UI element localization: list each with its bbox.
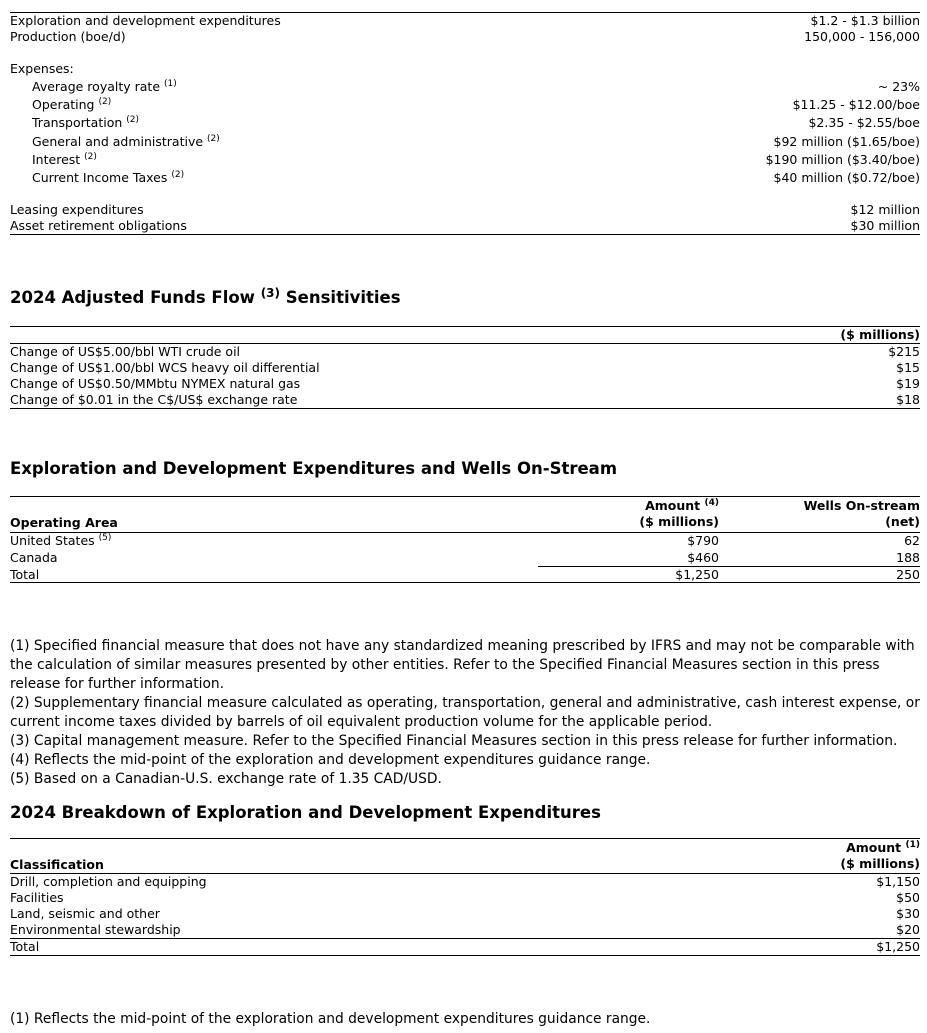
column-header-amount: Amount $^{(4)}$ ($ millions) bbox=[639, 498, 719, 529]
table-row bbox=[10, 218, 920, 234]
row-label: Asset retirement obligations bbox=[10, 218, 187, 233]
footnote-ref: (2) bbox=[171, 170, 185, 180]
table-row-total bbox=[10, 567, 920, 583]
row-label: Drill, completion and equipping bbox=[10, 874, 207, 889]
row-wells: 250 bbox=[896, 567, 920, 582]
footnote-1: (1) Specified financial measure that does not have any standardized meaning prescribed by IFRS and may not be comparable with the calculation of similar measures presented by other entities. Refer to the Specified Financial Measures section in this press release for further information. bbox=[10, 638, 915, 692]
row-value: $1,250 bbox=[876, 939, 920, 954]
row-value: $19 bbox=[896, 376, 920, 391]
section-title-breakdown: 2024 Breakdown of Exploration and Development Expenditures bbox=[10, 803, 601, 822]
footnote-4: (4) Reflects the mid-point of the exploration and development expenditures guidance range. bbox=[10, 752, 651, 768]
table-bottom-rule bbox=[10, 955, 920, 956]
row-wells: 62 bbox=[904, 533, 920, 548]
table-top-rule bbox=[10, 496, 920, 497]
expenses-heading: Expenses: bbox=[10, 61, 74, 76]
section-title-wells: Exploration and Development Expenditures and Wells On-Stream bbox=[10, 459, 618, 478]
column-header-wells: Wells On-stream (net) bbox=[803, 498, 920, 529]
row-value: $12 million bbox=[850, 202, 920, 217]
table-row bbox=[10, 13, 920, 29]
row-amount: $790 bbox=[687, 533, 719, 548]
table-row bbox=[10, 344, 920, 360]
row-value: $190 million ($3.40/boe) bbox=[765, 152, 920, 167]
column-header-amount: ($ millions) bbox=[840, 327, 920, 342]
footnote-ref: (2) bbox=[84, 152, 97, 162]
row-label: Canada bbox=[10, 550, 58, 565]
table-row bbox=[10, 360, 920, 376]
row-value: $11.25 - $12.00/boe bbox=[792, 97, 920, 112]
footnote-ref: (2) bbox=[207, 134, 220, 144]
row-label: United States bbox=[10, 533, 95, 548]
row-value: $2.35 - $2.55/boe bbox=[808, 115, 920, 130]
row-value: $30 million bbox=[850, 218, 920, 233]
row-label: Land, seismic and other bbox=[10, 906, 160, 921]
table-bottom-rule bbox=[10, 408, 920, 409]
column-header-amount: Amount $^{(1)}$ ($ millions) bbox=[840, 840, 920, 871]
footnote-ref: (2) bbox=[98, 97, 112, 107]
footnote-ref: (1) bbox=[164, 79, 177, 89]
row-label: Change of US$1.00/bbl WCS heavy oil differential bbox=[10, 360, 320, 375]
row-value: $40 million ($0.72/boe) bbox=[773, 170, 920, 185]
table-row bbox=[10, 906, 920, 922]
row-label: Change of $0.01 in the C$/US$ exchange rate bbox=[10, 392, 298, 407]
row-value: $30 bbox=[896, 906, 920, 921]
row-value: 150,000 - 156,000 bbox=[804, 29, 920, 44]
footnote-ref: (1) bbox=[905, 840, 920, 850]
row-label: Operating bbox=[32, 97, 95, 112]
breakdown-footnote: (1) Reflects the mid-point of the exploration and development expenditures guidance range. bbox=[10, 1011, 651, 1027]
section-title-sensitivities: 2024 Adjusted Funds Flow $^{(3)}$ Sensitivities bbox=[10, 286, 401, 307]
table-row bbox=[10, 890, 920, 906]
row-label: Facilities bbox=[10, 890, 64, 905]
row-label: Transportation bbox=[32, 115, 123, 130]
row-label: Exploration and development expenditures bbox=[10, 13, 281, 28]
table-top-rule bbox=[10, 838, 920, 839]
table-bottom-rule bbox=[10, 582, 920, 583]
table-bottom-rule bbox=[10, 234, 920, 235]
table-row bbox=[10, 79, 920, 95]
row-value: ~ 23% bbox=[877, 79, 920, 94]
table-row bbox=[10, 922, 920, 938]
row-wells: 188 bbox=[896, 550, 920, 565]
table-row bbox=[10, 29, 920, 45]
footnote-ref: (4) bbox=[704, 498, 719, 508]
footnote-ref: (3) bbox=[260, 286, 281, 300]
row-label: Leasing expenditures bbox=[10, 202, 144, 217]
row-label: Environmental stewardship bbox=[10, 922, 181, 937]
table-row bbox=[10, 97, 920, 113]
row-value: $1,150 bbox=[876, 874, 920, 889]
row-label: Total bbox=[10, 567, 40, 582]
footnotes bbox=[10, 637, 922, 789]
row-label: Interest bbox=[32, 152, 81, 167]
row-amount: $460 bbox=[687, 550, 719, 565]
table-row bbox=[10, 152, 920, 168]
footnote-2: (2) Supplementary financial measure calculated as operating, transportation, general and administrative, cash interest expense, or current income taxes divided by barrels of oil equivalent production volume for the applicable period. bbox=[10, 695, 920, 730]
row-label: General and administrative bbox=[32, 134, 204, 149]
table-row bbox=[10, 170, 920, 186]
row-label: Production (boe/d) bbox=[10, 29, 126, 44]
table-row bbox=[10, 392, 920, 408]
footnote-ref: (5) bbox=[98, 533, 112, 543]
row-label: Change of US$5.00/bbl WTI crude oil bbox=[10, 344, 241, 359]
table-row bbox=[10, 874, 920, 890]
footnote-5: (5) Based on a Canadian-U.S. exchange rate of 1.35 CAD/USD. bbox=[10, 771, 442, 787]
table-header bbox=[10, 327, 920, 343]
table-row bbox=[10, 533, 920, 549]
table-row bbox=[10, 134, 920, 150]
table-row bbox=[10, 115, 920, 131]
table-row bbox=[10, 202, 920, 218]
footnote-3: (3) Capital management measure. Refer to the Specified Financial Measures section in this press release for further information. bbox=[10, 733, 898, 749]
row-value: $215 bbox=[888, 344, 920, 359]
table-row bbox=[10, 376, 920, 392]
column-header-area: Operating Area bbox=[10, 515, 118, 530]
row-label: Total bbox=[10, 939, 40, 954]
table-row bbox=[10, 550, 920, 566]
table-row-total bbox=[10, 939, 920, 955]
row-label: Change of US$0.50/MMbtu NYMEX natural gas bbox=[10, 376, 301, 391]
row-label: Average royalty rate bbox=[32, 79, 161, 94]
row-value: $20 bbox=[896, 922, 920, 937]
row-label: Current Income Taxes bbox=[32, 170, 168, 185]
row-value: $50 bbox=[896, 890, 920, 905]
row-amount: $1,250 bbox=[675, 567, 719, 582]
row-value: $92 million ($1.65/boe) bbox=[773, 134, 920, 149]
row-value: $15 bbox=[896, 360, 920, 375]
row-value: $1.2 - $1.3 billion bbox=[810, 13, 920, 28]
row-value: $18 bbox=[896, 392, 920, 407]
column-header-classification: Classification bbox=[10, 857, 104, 872]
footnote-ref: (2) bbox=[126, 115, 139, 125]
